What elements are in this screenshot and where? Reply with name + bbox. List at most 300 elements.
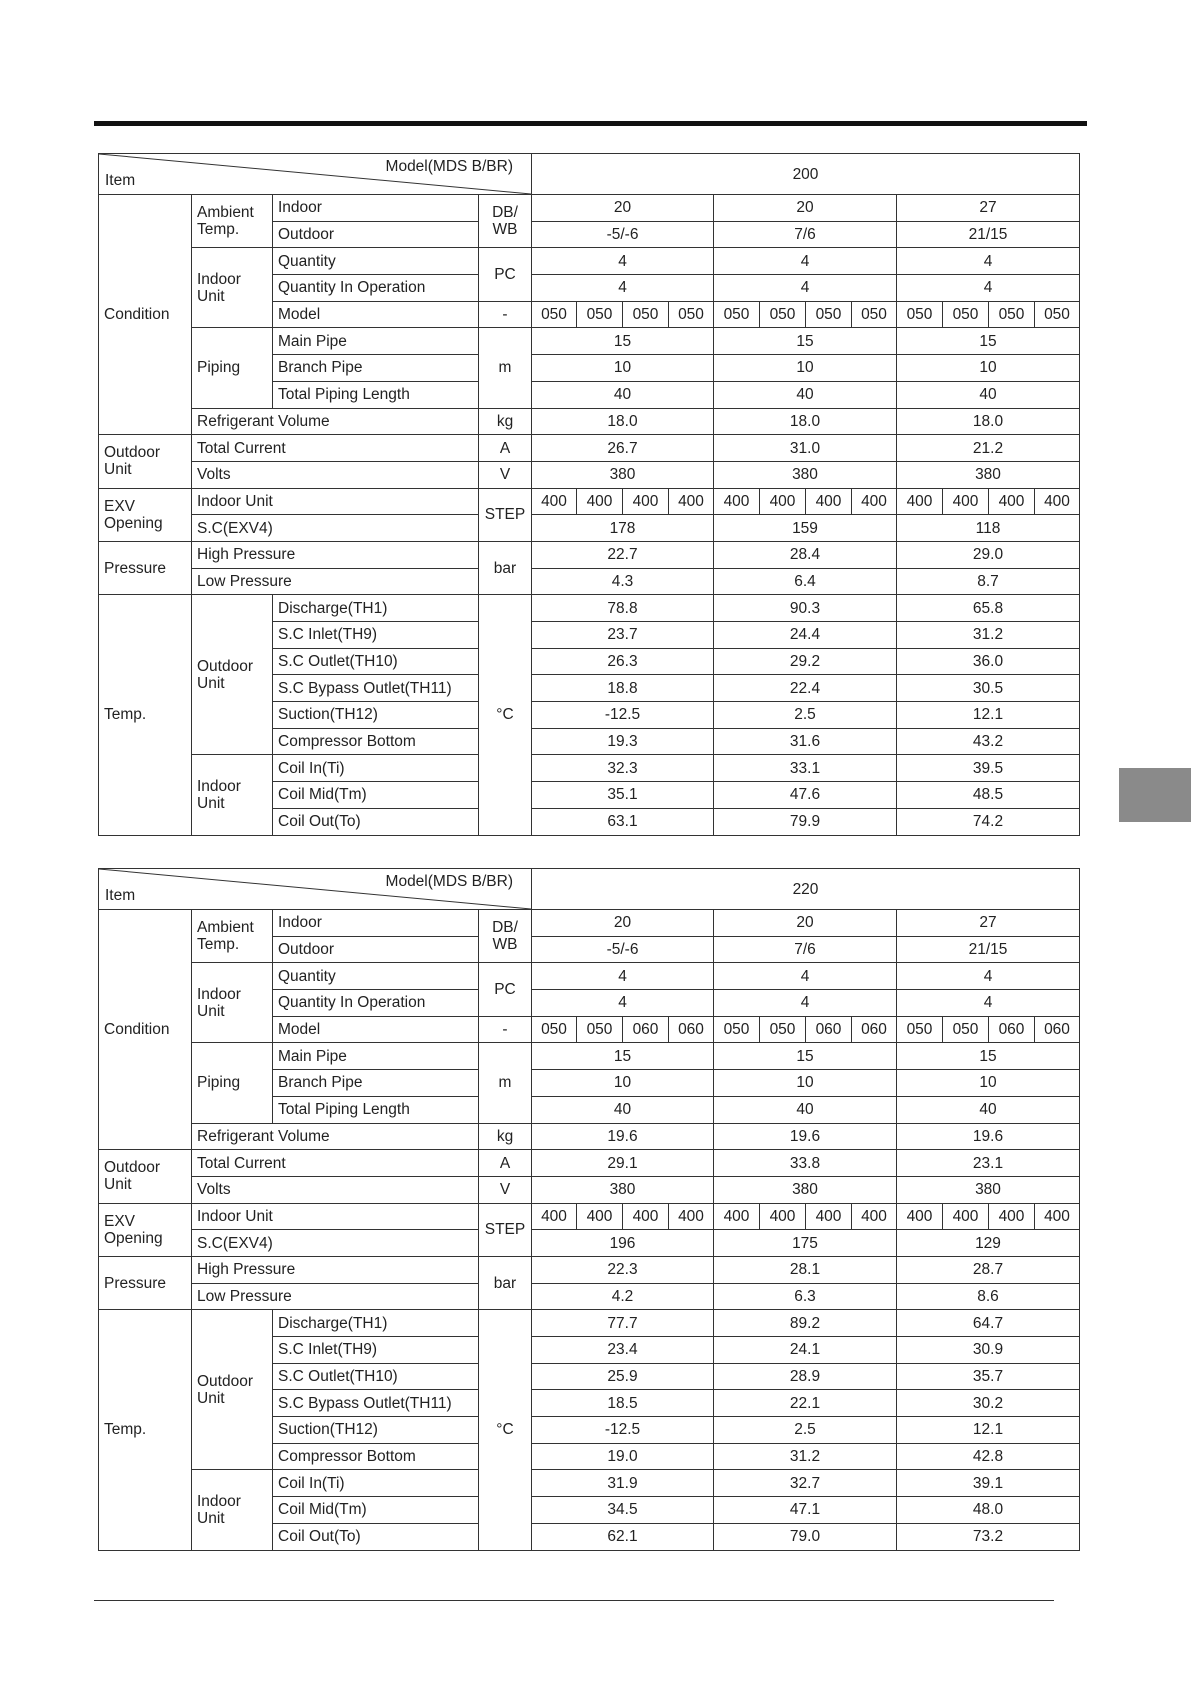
top-rule xyxy=(94,121,1087,126)
value-cell: 10 xyxy=(532,355,714,382)
value-cell: 380 xyxy=(897,461,1080,488)
value-cell: 10 xyxy=(897,355,1080,382)
model-label: Model(MDS B/BR) xyxy=(385,158,513,175)
unit-v: V xyxy=(479,461,532,488)
table-row xyxy=(99,435,1080,462)
value-cell: 050 xyxy=(623,301,669,328)
indoor-unit-label: Indoor Unit xyxy=(192,963,273,1043)
value-cell: 21.2 xyxy=(897,435,1080,462)
value-cell: 24.1 xyxy=(714,1337,897,1364)
value-cell: 4 xyxy=(532,990,714,1017)
condition-label: Condition xyxy=(99,910,192,1150)
value-cell: 19.6 xyxy=(532,1123,714,1150)
value-cell: 400 xyxy=(760,488,806,515)
value-cell: 4 xyxy=(714,990,897,1017)
value-cell: 90.3 xyxy=(714,595,897,622)
value-cell: 21/15 xyxy=(897,936,1080,963)
model-value: 200 xyxy=(532,154,1080,195)
value-cell: 050 xyxy=(714,1016,760,1043)
unit-degc: °C xyxy=(479,1310,532,1550)
value-cell: 10 xyxy=(714,1070,897,1097)
value-cell: -5/-6 xyxy=(532,221,714,248)
value-cell: 400 xyxy=(532,488,577,515)
value-cell: 39.1 xyxy=(897,1470,1080,1497)
value-cell: 15 xyxy=(897,328,1080,355)
value-cell: 22.1 xyxy=(714,1390,897,1417)
value-cell: 32.3 xyxy=(532,755,714,782)
value-cell: 050 xyxy=(760,1016,806,1043)
value-cell: 380 xyxy=(532,1176,714,1203)
item-label: Item xyxy=(105,887,136,904)
quantity-op-label: Quantity In Operation xyxy=(273,990,479,1017)
value-cell: 400 xyxy=(669,488,714,515)
table-row xyxy=(99,1256,1080,1283)
value-cell: 4 xyxy=(532,248,714,275)
value-cell: 31.6 xyxy=(714,728,897,755)
table-row xyxy=(99,328,1080,355)
value-cell: 73.2 xyxy=(897,1523,1080,1550)
value-cell: 400 xyxy=(897,488,943,515)
volts-label: Volts xyxy=(192,1176,479,1203)
value-cell: 050 xyxy=(532,301,577,328)
exv-indoor-label: Indoor Unit xyxy=(192,1203,479,1230)
table-row xyxy=(99,1470,1080,1497)
value-cell: 4 xyxy=(532,963,714,990)
table-row xyxy=(99,515,1080,542)
value-cell: 32.7 xyxy=(714,1470,897,1497)
piping-label: Piping xyxy=(192,1043,273,1123)
value-cell: 4 xyxy=(897,275,1080,302)
sc-exv4-label: S.C(EXV4) xyxy=(192,1230,479,1257)
value-cell: 2.5 xyxy=(714,1417,897,1444)
item-model-header xyxy=(99,154,532,195)
value-cell: 30.2 xyxy=(897,1390,1080,1417)
table-row xyxy=(99,1310,1080,1337)
value-cell: 31.9 xyxy=(532,1470,714,1497)
table-row xyxy=(99,910,1080,937)
value-cell: 40 xyxy=(532,1096,714,1123)
value-cell: 10 xyxy=(532,1070,714,1097)
value-cell: 4 xyxy=(714,963,897,990)
value-cell: 400 xyxy=(714,488,760,515)
value-cell: 050 xyxy=(532,1016,577,1043)
table-row xyxy=(99,488,1080,515)
value-cell: 15 xyxy=(532,328,714,355)
table-row xyxy=(99,568,1080,595)
table-row xyxy=(99,248,1080,275)
value-cell: 050 xyxy=(806,301,852,328)
value-cell: 48.0 xyxy=(897,1497,1080,1524)
indoor-label: Indoor xyxy=(273,195,479,222)
value-cell: 47.1 xyxy=(714,1497,897,1524)
item-label: Item xyxy=(105,172,136,189)
value-cell: 380 xyxy=(714,1176,897,1203)
item-model-header xyxy=(99,869,532,910)
value-cell: 18.8 xyxy=(532,675,714,702)
value-cell: 31.2 xyxy=(714,1443,897,1470)
value-cell: 28.4 xyxy=(714,541,897,568)
value-cell: 400 xyxy=(532,1203,577,1230)
value-cell: 4 xyxy=(897,990,1080,1017)
header-row xyxy=(99,869,1080,910)
coil-mid-label: Coil Mid(Tm) xyxy=(273,1497,479,1524)
coil-in-label: Coil In(Ti) xyxy=(273,1470,479,1497)
branch-pipe-label: Branch Pipe xyxy=(273,1070,479,1097)
value-cell: 4.3 xyxy=(532,568,714,595)
discharge-label: Discharge(TH1) xyxy=(273,595,479,622)
value-cell: -12.5 xyxy=(532,702,714,729)
value-cell: 196 xyxy=(532,1230,714,1257)
piping-label: Piping xyxy=(192,328,273,408)
total-piping-label: Total Piping Length xyxy=(273,1096,479,1123)
value-cell: 4 xyxy=(532,275,714,302)
value-cell: 8.7 xyxy=(897,568,1080,595)
value-cell: 380 xyxy=(714,461,897,488)
value-cell: 050 xyxy=(669,301,714,328)
value-cell: 400 xyxy=(943,1203,989,1230)
value-cell: 7/6 xyxy=(714,221,897,248)
value-cell: 22.3 xyxy=(532,1256,714,1283)
value-cell: 400 xyxy=(852,488,897,515)
value-cell: 30.9 xyxy=(897,1337,1080,1364)
sc-bypass-label: S.C Bypass Outlet(TH11) xyxy=(273,675,479,702)
bottom-rule xyxy=(94,1600,1054,1601)
value-cell: 400 xyxy=(623,1203,669,1230)
value-cell: 27 xyxy=(897,910,1080,937)
value-cell: 10 xyxy=(714,355,897,382)
refrigerant-label: Refrigerant Volume xyxy=(192,408,479,435)
value-cell: 18.0 xyxy=(714,408,897,435)
value-cell: 2.5 xyxy=(714,702,897,729)
value-cell: 26.7 xyxy=(532,435,714,462)
temp-indoor-unit-label: Indoor Unit xyxy=(192,1470,273,1550)
coil-in-label: Coil In(Ti) xyxy=(273,755,479,782)
value-cell: 050 xyxy=(897,301,943,328)
sc-outlet-label: S.C Outlet(TH10) xyxy=(273,1363,479,1390)
suction-label: Suction(TH12) xyxy=(273,702,479,729)
total-piping-label: Total Piping Length xyxy=(273,381,479,408)
table-row xyxy=(99,755,1080,782)
value-cell: 22.4 xyxy=(714,675,897,702)
table-row xyxy=(99,1043,1080,1070)
main-pipe-label: Main Pipe xyxy=(273,1043,479,1070)
table-row xyxy=(99,963,1080,990)
value-cell: 400 xyxy=(714,1203,760,1230)
value-cell: 10 xyxy=(897,1070,1080,1097)
value-cell: 129 xyxy=(897,1230,1080,1257)
suction-label: Suction(TH12) xyxy=(273,1417,479,1444)
value-cell: 78.8 xyxy=(532,595,714,622)
unit-kg: kg xyxy=(479,1123,532,1150)
sc-exv4-label: S.C(EXV4) xyxy=(192,515,479,542)
low-pressure-label: Low Pressure xyxy=(192,1283,479,1310)
value-cell: 15 xyxy=(532,1043,714,1070)
value-cell: 62.1 xyxy=(532,1523,714,1550)
value-cell: 40 xyxy=(897,381,1080,408)
value-cell: 18.5 xyxy=(532,1390,714,1417)
value-cell: 400 xyxy=(760,1203,806,1230)
table-row xyxy=(99,1203,1080,1230)
table-row xyxy=(99,461,1080,488)
coil-out-label: Coil Out(To) xyxy=(273,808,479,835)
high-pressure-label: High Pressure xyxy=(192,1256,479,1283)
side-tab-marker xyxy=(1119,768,1191,822)
value-cell: 060 xyxy=(806,1016,852,1043)
value-cell: 4 xyxy=(714,275,897,302)
value-cell: 24.4 xyxy=(714,622,897,649)
coil-mid-label: Coil Mid(Tm) xyxy=(273,782,479,809)
branch-pipe-label: Branch Pipe xyxy=(273,355,479,382)
outdoor-label: Outdoor xyxy=(273,221,479,248)
value-cell: 30.5 xyxy=(897,675,1080,702)
value-cell: 21/15 xyxy=(897,221,1080,248)
unit-bar: bar xyxy=(479,541,532,594)
value-cell: 63.1 xyxy=(532,808,714,835)
pressure-label: Pressure xyxy=(99,541,192,594)
value-cell: 050 xyxy=(1035,301,1080,328)
temp-indoor-unit-label: Indoor Unit xyxy=(192,755,273,835)
exv-label: EXV Opening xyxy=(99,1203,192,1256)
value-cell: 19.6 xyxy=(714,1123,897,1150)
value-cell: 18.0 xyxy=(897,408,1080,435)
value-cell: 050 xyxy=(760,301,806,328)
unit-step: STEP xyxy=(479,1203,532,1256)
value-cell: 35.1 xyxy=(532,782,714,809)
value-cell: 74.2 xyxy=(897,808,1080,835)
outdoor-unit-label: Outdoor Unit xyxy=(99,1150,192,1203)
value-cell: 64.7 xyxy=(897,1310,1080,1337)
value-cell: 4 xyxy=(897,963,1080,990)
unit-pc: PC xyxy=(479,248,532,301)
table-row xyxy=(99,408,1080,435)
value-cell: 060 xyxy=(1035,1016,1080,1043)
value-cell: 33.8 xyxy=(714,1150,897,1177)
unit-m: m xyxy=(479,328,532,408)
condition-label: Condition xyxy=(99,195,192,435)
value-cell: 40 xyxy=(714,381,897,408)
value-cell: 19.0 xyxy=(532,1443,714,1470)
value-cell: 19.6 xyxy=(897,1123,1080,1150)
exv-label: EXV Opening xyxy=(99,488,192,541)
value-cell: 159 xyxy=(714,515,897,542)
table-row xyxy=(99,1176,1080,1203)
temp-label: Temp. xyxy=(99,595,192,835)
value-cell: 23.7 xyxy=(532,622,714,649)
value-cell: 060 xyxy=(623,1016,669,1043)
table-row xyxy=(99,595,1080,622)
value-cell: 175 xyxy=(714,1230,897,1257)
value-cell: 22.7 xyxy=(532,541,714,568)
value-cell: 380 xyxy=(897,1176,1080,1203)
value-cell: 40 xyxy=(532,381,714,408)
value-cell: 47.6 xyxy=(714,782,897,809)
value-cell: 400 xyxy=(989,1203,1035,1230)
temp-outdoor-unit-label: Outdoor Unit xyxy=(192,1310,273,1470)
spec-table-200 xyxy=(98,153,1080,836)
outdoor-label: Outdoor xyxy=(273,936,479,963)
value-cell: 28.7 xyxy=(897,1256,1080,1283)
value-cell: 400 xyxy=(989,488,1035,515)
value-cell: 43.2 xyxy=(897,728,1080,755)
table-row xyxy=(99,1150,1080,1177)
value-cell: 050 xyxy=(577,1016,623,1043)
sc-inlet-label: S.C Inlet(TH9) xyxy=(273,622,479,649)
value-cell: 400 xyxy=(577,488,623,515)
value-cell: 20 xyxy=(532,195,714,222)
value-cell: 23.4 xyxy=(532,1337,714,1364)
total-current-label: Total Current xyxy=(192,1150,479,1177)
value-cell: 050 xyxy=(943,1016,989,1043)
value-cell: 15 xyxy=(897,1043,1080,1070)
quantity-label: Quantity xyxy=(273,963,479,990)
value-cell: 40 xyxy=(897,1096,1080,1123)
value-cell: 25.9 xyxy=(532,1363,714,1390)
ambient-label: Ambient Temp. xyxy=(192,195,273,248)
value-cell: 12.1 xyxy=(897,1417,1080,1444)
spec-table-220 xyxy=(98,868,1080,1551)
unit-pc: PC xyxy=(479,963,532,1016)
value-cell: 34.5 xyxy=(532,1497,714,1524)
value-cell: 27 xyxy=(897,195,1080,222)
value-cell: 400 xyxy=(806,1203,852,1230)
value-cell: 20 xyxy=(714,195,897,222)
high-pressure-label: High Pressure xyxy=(192,541,479,568)
value-cell: 050 xyxy=(943,301,989,328)
value-cell: 050 xyxy=(714,301,760,328)
indoor-label: Indoor xyxy=(273,910,479,937)
value-cell: 19.3 xyxy=(532,728,714,755)
value-cell: 20 xyxy=(714,910,897,937)
value-cell: 35.7 xyxy=(897,1363,1080,1390)
ambient-label: Ambient Temp. xyxy=(192,910,273,963)
table-row xyxy=(99,541,1080,568)
value-cell: 42.8 xyxy=(897,1443,1080,1470)
value-cell: -5/-6 xyxy=(532,936,714,963)
value-cell: 380 xyxy=(532,461,714,488)
unit-dbwb: DB/ WB xyxy=(479,195,532,248)
value-cell: 33.1 xyxy=(714,755,897,782)
value-cell: 400 xyxy=(1035,488,1080,515)
value-cell: 400 xyxy=(852,1203,897,1230)
sc-outlet-label: S.C Outlet(TH10) xyxy=(273,648,479,675)
refrigerant-label: Refrigerant Volume xyxy=(192,1123,479,1150)
value-cell: 28.9 xyxy=(714,1363,897,1390)
value-cell: 29.0 xyxy=(897,541,1080,568)
table-row xyxy=(99,1123,1080,1150)
unit-kg: kg xyxy=(479,408,532,435)
value-cell: 400 xyxy=(577,1203,623,1230)
value-cell: 31.0 xyxy=(714,435,897,462)
exv-indoor-label: Indoor Unit xyxy=(192,488,479,515)
value-cell: 15 xyxy=(714,1043,897,1070)
value-cell: 48.5 xyxy=(897,782,1080,809)
value-cell: 39.5 xyxy=(897,755,1080,782)
quantity-op-label: Quantity In Operation xyxy=(273,275,479,302)
header-row xyxy=(99,154,1080,195)
quantity-label: Quantity xyxy=(273,248,479,275)
value-cell: 23.1 xyxy=(897,1150,1080,1177)
low-pressure-label: Low Pressure xyxy=(192,568,479,595)
pressure-label: Pressure xyxy=(99,1256,192,1309)
sc-inlet-label: S.C Inlet(TH9) xyxy=(273,1337,479,1364)
main-pipe-label: Main Pipe xyxy=(273,328,479,355)
value-cell: 400 xyxy=(943,488,989,515)
table-row xyxy=(99,1230,1080,1257)
unit-a: A xyxy=(479,435,532,462)
value-cell: 400 xyxy=(623,488,669,515)
value-cell: 6.4 xyxy=(714,568,897,595)
value-cell: 65.8 xyxy=(897,595,1080,622)
value-cell: 118 xyxy=(897,515,1080,542)
value-cell: 26.3 xyxy=(532,648,714,675)
table-row xyxy=(99,1283,1080,1310)
unit-dbwb: DB/ WB xyxy=(479,910,532,963)
value-cell: 6.3 xyxy=(714,1283,897,1310)
value-cell: 4.2 xyxy=(532,1283,714,1310)
value-cell: 400 xyxy=(669,1203,714,1230)
value-cell: 89.2 xyxy=(714,1310,897,1337)
value-cell: -12.5 xyxy=(532,1417,714,1444)
value-cell: 060 xyxy=(989,1016,1035,1043)
value-cell: 79.9 xyxy=(714,808,897,835)
coil-out-label: Coil Out(To) xyxy=(273,1523,479,1550)
temp-label: Temp. xyxy=(99,1310,192,1550)
value-cell: 4 xyxy=(897,248,1080,275)
comp-bottom-label: Compressor Bottom xyxy=(273,1443,479,1470)
model-value: 220 xyxy=(532,869,1080,910)
value-cell: 178 xyxy=(532,515,714,542)
unit-degc: °C xyxy=(479,595,532,835)
value-cell: 40 xyxy=(714,1096,897,1123)
unit-dash: - xyxy=(479,301,532,328)
model-row-label: Model xyxy=(273,1016,479,1043)
value-cell: 400 xyxy=(806,488,852,515)
comp-bottom-label: Compressor Bottom xyxy=(273,728,479,755)
value-cell: 050 xyxy=(852,301,897,328)
value-cell: 18.0 xyxy=(532,408,714,435)
unit-dash: - xyxy=(479,1016,532,1043)
value-cell: 12.1 xyxy=(897,702,1080,729)
unit-step: STEP xyxy=(479,488,532,541)
value-cell: 20 xyxy=(532,910,714,937)
value-cell: 060 xyxy=(852,1016,897,1043)
value-cell: 15 xyxy=(714,328,897,355)
value-cell: 79.0 xyxy=(714,1523,897,1550)
value-cell: 050 xyxy=(577,301,623,328)
value-cell: 28.1 xyxy=(714,1256,897,1283)
value-cell: 29.2 xyxy=(714,648,897,675)
volts-label: Volts xyxy=(192,461,479,488)
sc-bypass-label: S.C Bypass Outlet(TH11) xyxy=(273,1390,479,1417)
model-row-label: Model xyxy=(273,301,479,328)
value-cell: 7/6 xyxy=(714,936,897,963)
unit-m: m xyxy=(479,1043,532,1123)
value-cell: 050 xyxy=(897,1016,943,1043)
value-cell: 36.0 xyxy=(897,648,1080,675)
value-cell: 400 xyxy=(897,1203,943,1230)
value-cell: 060 xyxy=(669,1016,714,1043)
value-cell: 4 xyxy=(714,248,897,275)
model-label: Model(MDS B/BR) xyxy=(385,873,513,890)
table-row xyxy=(99,195,1080,222)
value-cell: 77.7 xyxy=(532,1310,714,1337)
unit-v: V xyxy=(479,1176,532,1203)
value-cell: 29.1 xyxy=(532,1150,714,1177)
value-cell: 8.6 xyxy=(897,1283,1080,1310)
total-current-label: Total Current xyxy=(192,435,479,462)
value-cell: 050 xyxy=(989,301,1035,328)
outdoor-unit-label: Outdoor Unit xyxy=(99,435,192,488)
